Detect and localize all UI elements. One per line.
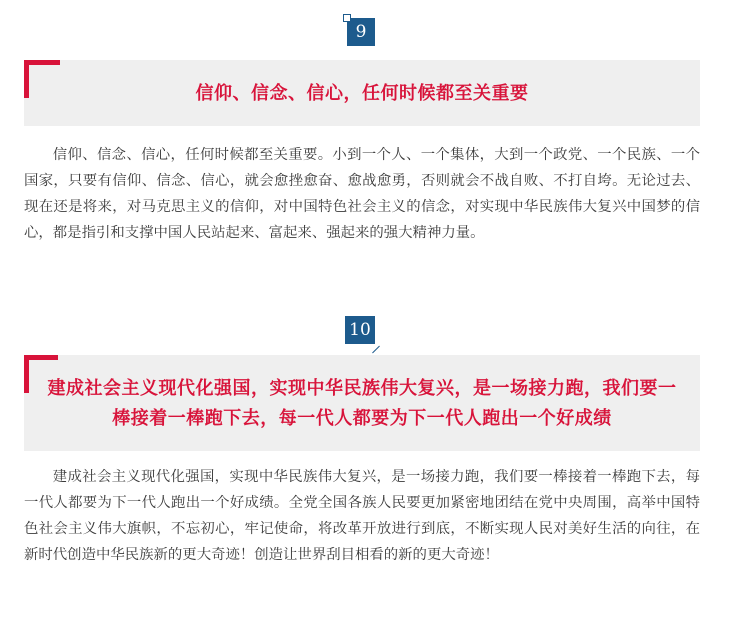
heading-bracket-horizontal	[24, 60, 60, 65]
section-number-badge	[345, 316, 375, 344]
badge-corner-dot	[343, 14, 351, 22]
section-number: 9	[355, 22, 367, 42]
heading-bracket-horizontal	[24, 355, 58, 360]
section-heading-box	[24, 355, 700, 451]
section-heading: 信仰、信念、信心，任何时候都至关重要	[195, 83, 529, 104]
badge-corner-line	[372, 346, 380, 354]
section-heading-box	[24, 60, 700, 126]
section-heading-line: 建成社会主义现代化强国，实现中华民族伟大复兴，是一场接力跑，我们要一	[47, 378, 677, 399]
section-body-paragraph: 建成社会主义现代化强国，实现中华民族伟大复兴，是一场接力跑，我们要一棒接着一棒跑下去，每一代人都要为下一代人跑出一个好成绩。全党全国各族人民要更加紧密地团结在党中央周围，高举中国特色社会主义伟大旗帜，不忘初心，牢记使命，将改革开放进行到底，不断实现人民对美好生活的向往，在新时代创造中华民族新的更大奇迹！创造让世界刮目相看的新的更大奇迹！	[24, 469, 700, 563]
section-heading-line: 棒接着一棒跑下去，每一代人都要为下一代人跑出一个好成绩	[112, 408, 612, 429]
section-body-paragraph: 信仰、信念、信心，任何时候都至关重要。小到一个人、一个集体，大到一个政党、一个民族、一个国家，只要有信仰、信念、信心，就会愈挫愈奋、愈战愈勇，否则就会不战自败、不打自垮。无论过去、现在还是将来，对马克思主义的信仰，对中国特色社会主义的信念，对实现中华民族伟大复兴中国梦的信心，都是指引和支撑中国人民站起来、富起来、强起来的强大精神力量。	[24, 147, 700, 241]
section-number-badge	[347, 18, 375, 46]
section-number: 10	[349, 320, 371, 340]
